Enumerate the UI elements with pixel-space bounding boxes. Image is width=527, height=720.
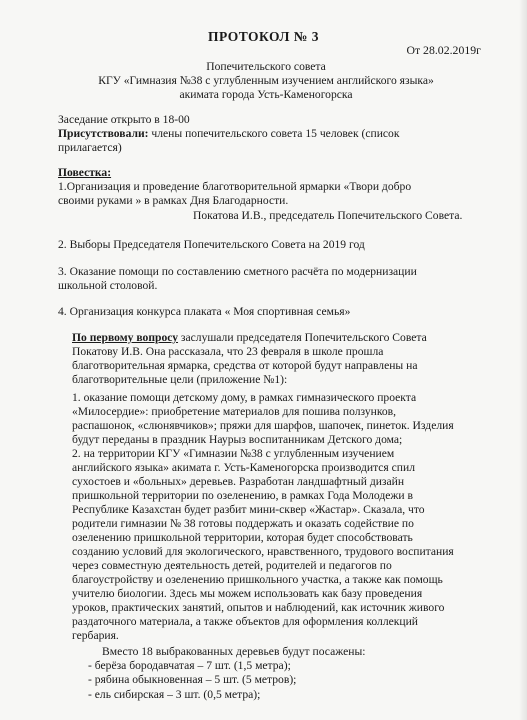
first-question-line [72, 331, 427, 344]
para3-line14: гербария. [72, 629, 119, 642]
first-question-label: По первому вопросу [72, 331, 179, 344]
present-text: члены попечительского совета 15 человек (список [148, 127, 400, 140]
para3-line4: пришкольной территории по озеленению, в рамках Года Молодежи в [72, 489, 413, 502]
present-text-cont: прилагается) [58, 141, 122, 154]
protocol-title: ПРОТОКОЛ № 3 [208, 29, 319, 44]
para2-line2: «Милосердие»: приобретение материалов для пошива ползунков, [72, 405, 397, 418]
org-line-3: акимата города Усть-Каменогорска [179, 88, 353, 101]
agenda-label: Повестка: [58, 166, 112, 179]
org-line-1: Попечительского совета [206, 60, 326, 73]
agenda-item2: 2. Выборы Председателя Попечительского Совета на 2019 год [58, 238, 365, 251]
agenda-item3-line1: 3. Оказание помощи по составлению сметного расчёта по модернизации [58, 265, 417, 278]
para3-line8: созданию условий для экологического, нравственного, трудового воспитания [72, 545, 454, 558]
trees-intro: Вместо 18 выбракованных деревьев будут посажены: [102, 645, 366, 658]
para1-line2: Покатову И.В. Она рассказала, что 23 февраля в школе прошла [72, 345, 384, 358]
para3-line11: учителю биологии. Здесь мы можем использовать как базу проведения [72, 587, 423, 600]
protocol-date: От 28.02.2019г [406, 43, 481, 57]
para3-line7: озеленению пришкольной территории, которая будет способствовать [72, 531, 413, 544]
para3-line9: через совместную деятельность детей, родителей и педагогов по [72, 559, 392, 572]
para3-line10: благоустройству и озеленению пришкольного участка, а также как помощь [72, 573, 443, 586]
para3-line3: сухостоев и «больных» деревьев. Разработан ландшафтный дизайн [72, 475, 405, 488]
first-question-text: заслушали председателя Попечительского Совета [178, 331, 427, 344]
agenda-item1-speaker: Покатова И.В., председатель Попечительского Совета. [193, 209, 463, 222]
para3-line6: родители гимназии № 38 готовы поддержать и оказать содействие по [72, 517, 414, 530]
para2-line3: распашонок, «слюнявчиков»; пряжи для шарфов, шапочек, пинеток. Изделия [72, 419, 454, 432]
agenda-item3-line2: школьной столовой. [58, 279, 158, 292]
agenda-item4: 4. Организация конкурса плаката « Моя спортивная семья» [58, 305, 351, 318]
tree-item-2: - рябина обыкновенная – 5 шт. (5 метров); [88, 673, 297, 686]
meeting-opened: Заседание открыто в 18-00 [58, 113, 190, 126]
para3-line2: английского языка» акимата г. Усть-Каменогорска производится спил [72, 461, 416, 474]
present-line [58, 127, 399, 140]
para1-line3: благотворительная ярмарка, средства от которой будут направлены на [72, 359, 418, 372]
para1-line4: благотворительные цели (приложение №1): [72, 373, 288, 386]
para2-line4: будут переданы в праздник Наурыз воспитанникам Детского дома; [72, 433, 403, 446]
org-line-2: КГУ «Гимназия №38 с углубленным изучением английского языка» [98, 74, 434, 87]
para3-line12: уроков, практических занятий, опытов и наблюдений, как источник живого [72, 601, 445, 614]
present-label: Присутствовали: [58, 127, 149, 140]
agenda-item1-line1: 1.Организация и проведение благотворительной ярмарки «Твори добро [58, 180, 412, 193]
para2-line1: 1. оказание помощи детскому дому, в рамках гимназического проекта [72, 391, 417, 404]
para3-line1: 2. на территории КГУ «Гимназии №38 с углубленным изучением [72, 447, 395, 460]
para3-line13: раздаточного материала, а также объектов для оформления коллекций [72, 615, 418, 628]
page-edge-shadow [519, 0, 527, 720]
agenda-item1-line2: своими руками » в рамках Дня Благодарности. [58, 194, 289, 207]
tree-item-1: - берёза бородавчатая – 7 шт. (1,5 метра); [88, 659, 291, 672]
tree-item-3: - ель сибирская – 3 шт. (0,5 метра); [88, 688, 261, 701]
para3-line5: Республике Казахстан будет разбит мини-сквер «Жастар». Сказала, что [72, 503, 425, 516]
